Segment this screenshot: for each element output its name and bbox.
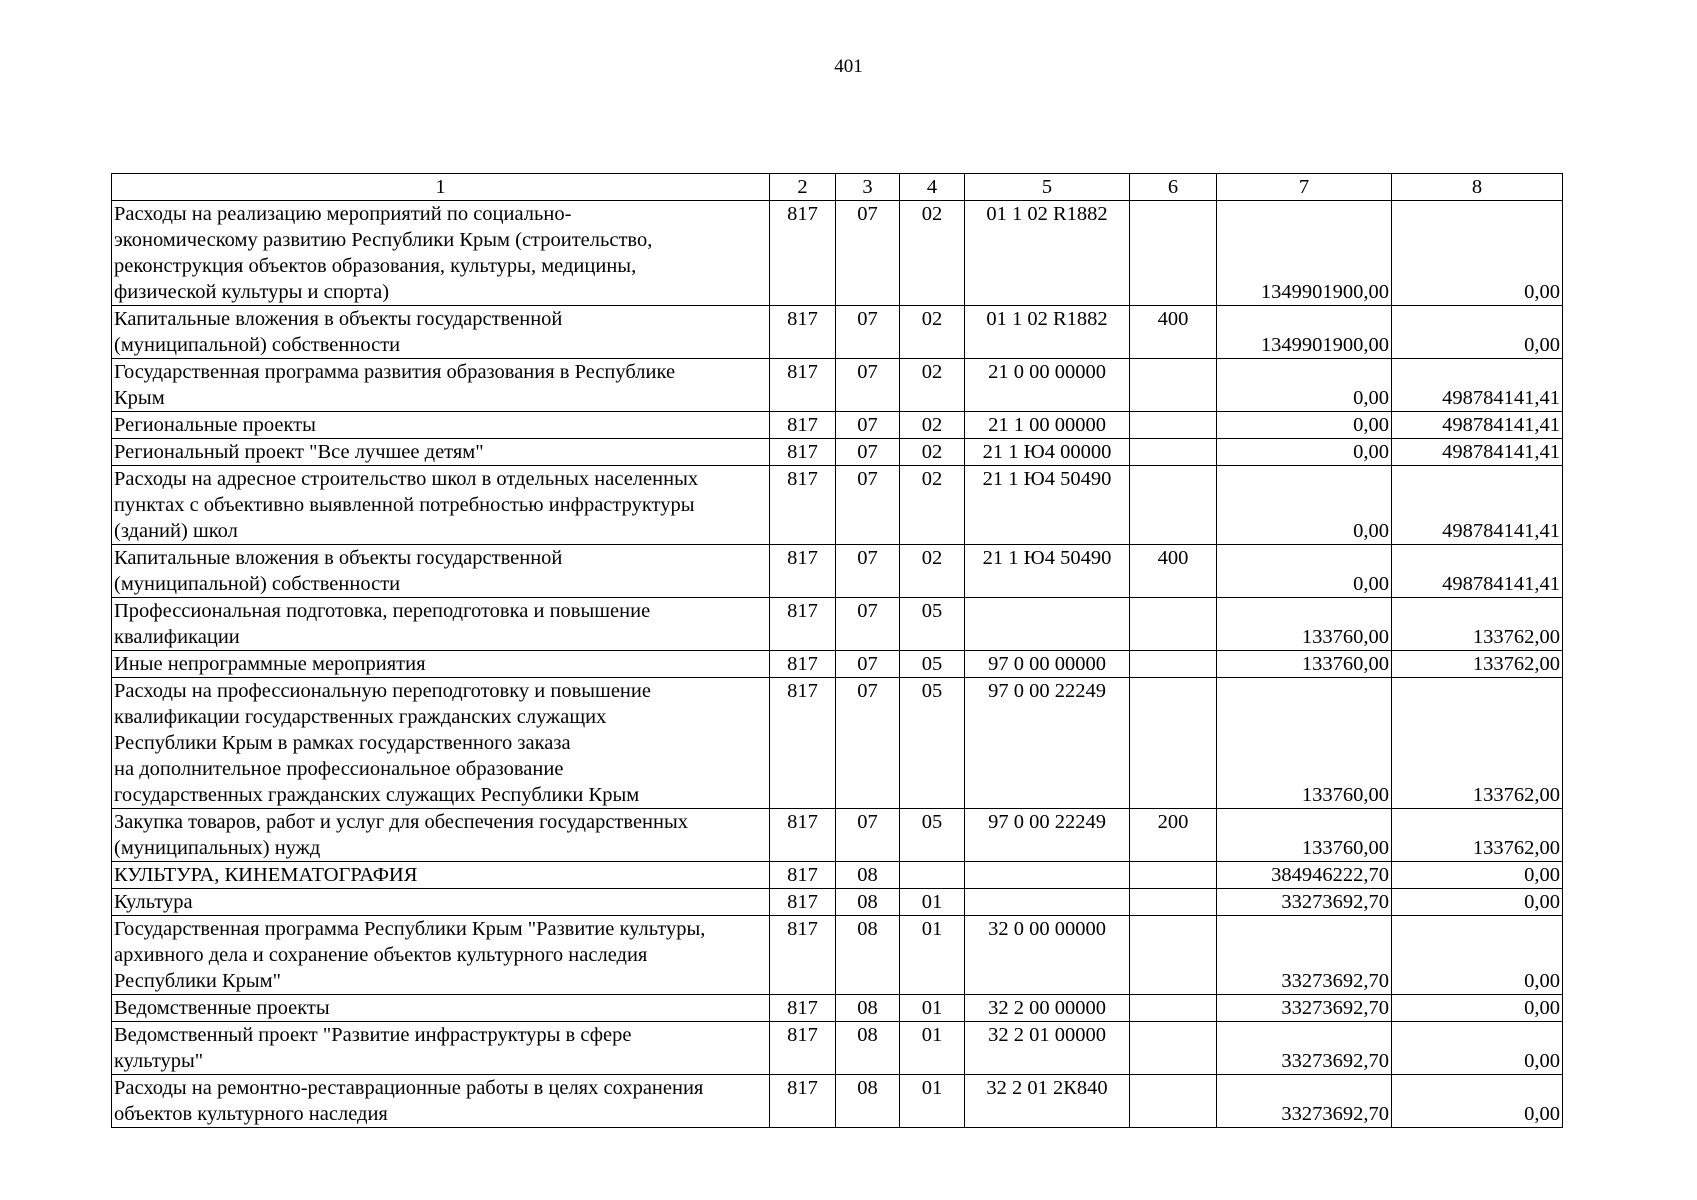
row-col-2: 817 xyxy=(770,598,836,651)
table-row xyxy=(112,359,1563,412)
row-col-3: 08 xyxy=(836,889,900,916)
row-col-2: 817 xyxy=(770,201,836,306)
row-col-6 xyxy=(1130,889,1217,916)
row-col-5: 97 0 00 22249 xyxy=(965,678,1130,809)
row-col-8: 0,00 xyxy=(1392,1022,1563,1075)
row-col-4: 01 xyxy=(900,916,965,995)
row-col-8: 498784141,41 xyxy=(1392,545,1563,598)
row-col-2: 817 xyxy=(770,889,836,916)
row-col-6 xyxy=(1130,678,1217,809)
row-col-5: 97 0 00 22249 xyxy=(965,809,1130,862)
row-col-5: 21 1 00 00000 xyxy=(965,412,1130,439)
row-col-3: 08 xyxy=(836,916,900,995)
table-row xyxy=(112,862,1563,889)
row-description: Культура xyxy=(112,889,770,916)
row-col-7: 133760,00 xyxy=(1217,678,1392,809)
row-col-3: 08 xyxy=(836,1075,900,1128)
row-col-3: 07 xyxy=(836,306,900,359)
row-col-3: 08 xyxy=(836,1022,900,1075)
row-description: Капитальные вложения в объекты государственной (муниципальной) собственности xyxy=(112,545,770,598)
row-col-3: 07 xyxy=(836,466,900,545)
header-col-2: 2 xyxy=(770,174,836,201)
row-description: Профессиональная подготовка, переподготовка и повышение квалификации xyxy=(112,598,770,651)
row-col-6 xyxy=(1130,359,1217,412)
row-col-6 xyxy=(1130,916,1217,995)
row-col-5: 01 1 02 R1882 xyxy=(965,306,1130,359)
row-description: Региональные проекты xyxy=(112,412,770,439)
row-col-8: 133762,00 xyxy=(1392,598,1563,651)
row-col-5: 21 0 00 00000 xyxy=(965,359,1130,412)
table-row xyxy=(112,306,1563,359)
table-row xyxy=(112,889,1563,916)
row-description: КУЛЬТУРА, КИНЕМАТОГРАФИЯ xyxy=(112,862,770,889)
row-col-7: 0,00 xyxy=(1217,545,1392,598)
header-row xyxy=(112,174,1563,201)
row-col-8: 0,00 xyxy=(1392,889,1563,916)
row-col-4: 01 xyxy=(900,995,965,1022)
table-row xyxy=(112,916,1563,995)
row-col-7: 133760,00 xyxy=(1217,598,1392,651)
row-col-4: 05 xyxy=(900,678,965,809)
header-col-6: 6 xyxy=(1130,174,1217,201)
row-col-4: 02 xyxy=(900,306,965,359)
row-col-4: 01 xyxy=(900,1075,965,1128)
row-col-7: 0,00 xyxy=(1217,412,1392,439)
row-col-8: 133762,00 xyxy=(1392,809,1563,862)
row-col-3: 07 xyxy=(836,598,900,651)
row-col-5 xyxy=(965,889,1130,916)
row-col-3: 07 xyxy=(836,412,900,439)
row-col-7: 384946222,70 xyxy=(1217,862,1392,889)
row-col-5: 32 2 01 00000 xyxy=(965,1022,1130,1075)
header-col-3: 3 xyxy=(836,174,900,201)
row-col-2: 817 xyxy=(770,412,836,439)
row-col-7: 133760,00 xyxy=(1217,809,1392,862)
row-description: Расходы на ремонтно-реставрационные работы в целях сохранения объектов культурного наследия xyxy=(112,1075,770,1128)
row-col-8: 133762,00 xyxy=(1392,678,1563,809)
row-col-6 xyxy=(1130,1075,1217,1128)
row-col-5: 32 0 00 00000 xyxy=(965,916,1130,995)
table-row xyxy=(112,412,1563,439)
row-col-6: 200 xyxy=(1130,809,1217,862)
row-col-5 xyxy=(965,598,1130,651)
row-col-6 xyxy=(1130,466,1217,545)
row-col-6 xyxy=(1130,598,1217,651)
row-col-3: 08 xyxy=(836,862,900,889)
row-col-8: 498784141,41 xyxy=(1392,439,1563,466)
row-col-3: 07 xyxy=(836,545,900,598)
table-row xyxy=(112,439,1563,466)
row-description: Расходы на реализацию мероприятий по социально- экономическому развитию Республики Крым (строительство, реконструкция объектов образования, культуры, медицины, физической культуры и спорта) xyxy=(112,201,770,306)
row-col-6 xyxy=(1130,651,1217,678)
row-col-4: 01 xyxy=(900,889,965,916)
row-col-6 xyxy=(1130,862,1217,889)
row-col-2: 817 xyxy=(770,995,836,1022)
row-col-3: 07 xyxy=(836,678,900,809)
row-col-2: 817 xyxy=(770,439,836,466)
row-col-4: 02 xyxy=(900,545,965,598)
row-col-6: 400 xyxy=(1130,545,1217,598)
row-col-7: 33273692,70 xyxy=(1217,916,1392,995)
row-col-5: 21 1 Ю4 50490 xyxy=(965,466,1130,545)
row-col-5: 97 0 00 00000 xyxy=(965,651,1130,678)
row-col-5: 32 2 00 00000 xyxy=(965,995,1130,1022)
row-col-3: 08 xyxy=(836,995,900,1022)
table-row xyxy=(112,678,1563,809)
table-row xyxy=(112,201,1563,306)
row-col-2: 817 xyxy=(770,545,836,598)
row-description: Ведомственный проект "Развитие инфраструктуры в сфере культуры" xyxy=(112,1022,770,1075)
table-row xyxy=(112,545,1563,598)
row-description: Государственная программа Республики Крым "Развитие культуры, архивного дела и сохранение объектов культурного наследия Республики Крым" xyxy=(112,916,770,995)
row-col-8: 0,00 xyxy=(1392,862,1563,889)
row-col-8: 0,00 xyxy=(1392,306,1563,359)
row-col-5: 32 2 01 2К840 xyxy=(965,1075,1130,1128)
row-col-2: 817 xyxy=(770,678,836,809)
row-col-7: 0,00 xyxy=(1217,359,1392,412)
table-header xyxy=(112,174,1563,201)
table-row xyxy=(112,995,1563,1022)
table-row xyxy=(112,466,1563,545)
row-col-5: 21 1 Ю4 00000 xyxy=(965,439,1130,466)
row-col-2: 817 xyxy=(770,306,836,359)
row-col-8: 0,00 xyxy=(1392,1075,1563,1128)
row-col-8: 0,00 xyxy=(1392,201,1563,306)
row-col-8: 0,00 xyxy=(1392,916,1563,995)
table-row xyxy=(112,1022,1563,1075)
row-description: Расходы на профессиональную переподготовку и повышение квалификации государственных гражданских служащих Республики Крым в рамках государственного заказа на дополнительное профессиональное образование государственных гражданских служащих Республики Крым xyxy=(112,678,770,809)
row-col-8: 498784141,41 xyxy=(1392,466,1563,545)
header-col-8: 8 xyxy=(1392,174,1563,201)
row-description: Ведомственные проекты xyxy=(112,995,770,1022)
row-col-7: 1349901900,00 xyxy=(1217,201,1392,306)
header-col-1: 1 xyxy=(112,174,770,201)
row-col-7: 33273692,70 xyxy=(1217,889,1392,916)
row-col-7: 33273692,70 xyxy=(1217,995,1392,1022)
row-description: Региональный проект "Все лучшее детям" xyxy=(112,439,770,466)
row-col-7: 0,00 xyxy=(1217,466,1392,545)
row-col-6: 400 xyxy=(1130,306,1217,359)
row-col-6 xyxy=(1130,412,1217,439)
row-col-5: 01 1 02 R1882 xyxy=(965,201,1130,306)
row-col-6 xyxy=(1130,1022,1217,1075)
row-col-6 xyxy=(1130,995,1217,1022)
row-col-6 xyxy=(1130,439,1217,466)
row-col-6 xyxy=(1130,201,1217,306)
row-col-2: 817 xyxy=(770,1022,836,1075)
row-col-3: 07 xyxy=(836,651,900,678)
row-col-3: 07 xyxy=(836,359,900,412)
row-description: Капитальные вложения в объекты государственной (муниципальной) собственности xyxy=(112,306,770,359)
row-col-4: 05 xyxy=(900,598,965,651)
row-col-4: 02 xyxy=(900,439,965,466)
page-number: 401 xyxy=(834,56,863,77)
row-col-7: 1349901900,00 xyxy=(1217,306,1392,359)
row-col-4: 02 xyxy=(900,359,965,412)
row-col-8: 498784141,41 xyxy=(1392,359,1563,412)
header-col-4: 4 xyxy=(900,174,965,201)
row-col-4: 02 xyxy=(900,201,965,306)
row-col-8: 0,00 xyxy=(1392,995,1563,1022)
row-description: Иные непрограммные мероприятия xyxy=(112,651,770,678)
row-col-2: 817 xyxy=(770,1075,836,1128)
row-col-7: 33273692,70 xyxy=(1217,1022,1392,1075)
row-col-4 xyxy=(900,862,965,889)
row-col-4: 02 xyxy=(900,412,965,439)
row-description: Расходы на адресное строительство школ в отдельных населенных пунктах с объективно выявленной потребностью инфраструктуры (зданий) школ xyxy=(112,466,770,545)
table-row xyxy=(112,1075,1563,1128)
row-col-2: 817 xyxy=(770,862,836,889)
row-col-8: 133762,00 xyxy=(1392,651,1563,678)
table-row xyxy=(112,651,1563,678)
row-col-7: 133760,00 xyxy=(1217,651,1392,678)
header-col-5: 5 xyxy=(965,174,1130,201)
row-col-7: 33273692,70 xyxy=(1217,1075,1392,1128)
row-col-4: 01 xyxy=(900,1022,965,1075)
row-col-3: 07 xyxy=(836,201,900,306)
table-body xyxy=(112,201,1563,1128)
row-description: Закупка товаров, работ и услуг для обеспечения государственных (муниципальных) нужд xyxy=(112,809,770,862)
row-col-5: 21 1 Ю4 50490 xyxy=(965,545,1130,598)
row-col-5 xyxy=(965,862,1130,889)
row-col-2: 817 xyxy=(770,916,836,995)
row-description: Государственная программа развития образования в Республике Крым xyxy=(112,359,770,412)
row-col-4: 02 xyxy=(900,466,965,545)
row-col-2: 817 xyxy=(770,809,836,862)
table-row xyxy=(112,809,1563,862)
table-row xyxy=(112,598,1563,651)
row-col-3: 07 xyxy=(836,809,900,862)
row-col-7: 0,00 xyxy=(1217,439,1392,466)
row-col-2: 817 xyxy=(770,466,836,545)
row-col-3: 07 xyxy=(836,439,900,466)
header-col-7: 7 xyxy=(1217,174,1392,201)
row-col-8: 498784141,41 xyxy=(1392,412,1563,439)
row-col-2: 817 xyxy=(770,651,836,678)
row-col-4: 05 xyxy=(900,651,965,678)
row-col-4: 05 xyxy=(900,809,965,862)
budget-table xyxy=(111,173,1563,1128)
row-col-2: 817 xyxy=(770,359,836,412)
